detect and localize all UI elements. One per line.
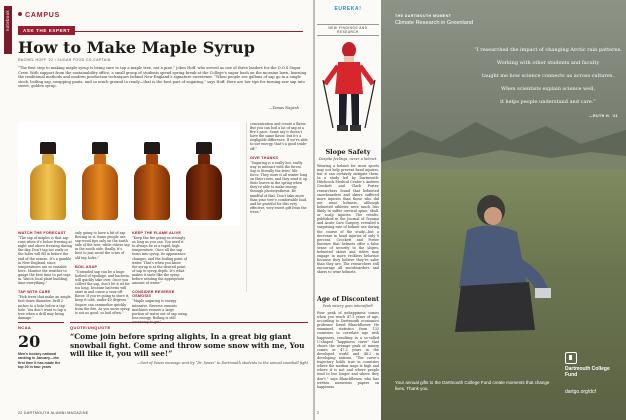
- tip-text: “Keep the fire going as strongly as long as you can. You need it to always be at a rapid, high temperature. Once all the sap turns into syrup, its appearance changes, and the boiling point of water. That’s when you know the syrup is at the desired point of sap to syrup depth. It’s what makes it taste like the syrup before sending the appropriate amount of water.”: [132, 236, 187, 286]
- syrup-bottle: [30, 142, 66, 220]
- tip-heading: GIVE THANKS: [250, 155, 279, 160]
- article-byline: RACHEL HOFF '22 / SUGAR FOOD CO-CAPTAIN: [18, 58, 111, 62]
- tip-heading: KEEP THE FLAME ALIVE: [132, 231, 182, 235]
- ad-tag-kicker: THE DARTMOUTH MOMENT: [395, 14, 452, 18]
- ad-tag: [395, 14, 475, 27]
- dartmouth-shield-icon: [565, 352, 577, 364]
- ad-quote-line: it helps people understand and care.”: [500, 99, 596, 105]
- quote-attribution: —Sort of Seuss message sent by “Dr. Seuss” to Dartmouth students to the annual snowball fight: [136, 360, 308, 365]
- ad-url-link[interactable]: dartgo.org/dcf: [565, 389, 596, 395]
- maple-syrup-bottles-photo: [18, 122, 240, 226]
- ad-quote-credit: —RUTH H. ’21: [589, 114, 618, 118]
- slope-safety-article: [317, 148, 379, 275]
- article-dek: Peak misery goes intensified!: [322, 304, 374, 308]
- stat-number: 20: [18, 332, 41, 351]
- tip-heading: WATCH THE FORECAST: [18, 231, 66, 235]
- tip-text: “The sap of maples is that sap runs when it’s below freezing at night and above freezing during the day. Don’t tap too early or the holes will fill in before the end of the season. It’s a gamble in New England, since temperatures are so variable here. Monitor the weather to gauge the best time to put taps in. Watch local plant budding, time everything.”: [18, 236, 72, 286]
- age-of-discontent-article: [317, 296, 379, 389]
- section-label: CAMPUS: [18, 12, 60, 19]
- tip-text: only going to have a bit of sap flowing in it. Some people use sap-wood tips only on the north side of the tree, while others tap in the south side. Really, it’s best to just avoid the scars of old tap holes.”: [75, 231, 130, 260]
- article-column: [75, 231, 130, 320]
- ad-tag-title: Climate Research in Greenland: [395, 20, 474, 26]
- article-dek: Despite feelings, never a helmet.: [318, 157, 378, 161]
- dartmouth-fund-logo: [565, 352, 623, 378]
- article-body: Wearing a helmet for snow sports may not help prevent head injuries, but it can certainly mitigate them. In a study led by Dartmouth-Hitchcock Medical Center’s Andrew Crockett and Clark Porter, researchers found that helmeted snowboarders and skiers suffered more injuries than those who did not wear helmets, although helmeted athletes were much less likely to suffer cervical spine, skull, or scalp injuries. The results, published in the Journal of Trauma and Acute Care Surgery, revealed a surprising rate of helmet use during the course of the study—but a decrease in head injuries of only 8 percent. Crockett and Porter theorize that helmets offer a false sense of security to the slopes, helmeted skiers and riders may engage in more reckless behavior because they believe they’re safer than they are. The researchers still encourage all snowboarders and skiers to wear helmets.: [317, 164, 379, 275]
- lede-signature: —Tamas Nagesh: [268, 106, 299, 110]
- ad-quote-line: taught me how science connects us across cultures.: [482, 73, 614, 79]
- eureka-label: EUREKA!: [334, 6, 362, 12]
- stat-description: Men’s hockey national ranking in January—the first time it has made the top 20 in four years: [18, 352, 61, 370]
- article-column: [132, 231, 187, 329]
- stat-label: NCAA: [18, 322, 64, 330]
- section-tab: [4, 6, 12, 54]
- stat-box: [18, 322, 64, 370]
- tip-text: “Untended sap can be a huge hotbed of spoilage, and bacteria will quickly take over. Once you collect the sap, don’t let it sit for too long, because bacteria will start in and cause a sour off-flavor. If you’re going to store it, keep it cold, under 40 degrees.” Sugars can caramelize quickly from the fire. As you move syrup is not as good, so boil often.”: [75, 269, 130, 315]
- ad-mountains: [381, 100, 626, 180]
- tip-heading: TAP WITH CARE: [18, 290, 51, 295]
- tip-text: concentration and create a flavor. But you can boil a lot of sap at a fire’s pace. Some say it doesn’t have the same flavor, but it’s a negligible difference. If we’re able to use energy, that’s a good trade-off.”: [250, 122, 308, 151]
- quote-label: QUOTE/UNQUOTE: [70, 322, 308, 330]
- article-title: Slope Safety: [325, 148, 371, 156]
- syrup-bottle: [186, 142, 222, 220]
- tip-text: “Maple sugaring is energy intensive. Reverse osmosis machines remove a large portion of water out of sap using less energy. Boiling is still necessary to get”: [132, 299, 187, 324]
- tip-heading: BOIL ASAP: [75, 264, 98, 269]
- ad-quote-line: When scientists explain science well,: [500, 86, 596, 92]
- tip-text: “Sugaring is a really hot, really way to interact with the forest. Sap is literally the trees’ life force. They store it all winter long on their roots, and they send it up their leaves in the spring when they’re able to make energy through photosynthesis. Be mindful of that. Don’t take more than your tree’s comfortable load, and be grateful for this very effective, very sweet gift from the trees.”: [250, 160, 308, 214]
- quote-text: “Come join before spring alights, In a great big giant snowball fight. Come and throw some snow with me, You will like it, you will see!”: [70, 332, 305, 359]
- quote-box: [70, 322, 308, 365]
- ad-quote: [473, 44, 623, 109]
- ad-footer-text: Your annual gifts to the Dartmouth College Fund create moments that change lives. Thank you.: [395, 380, 550, 392]
- dartmouth-fund-ad: [381, 0, 626, 420]
- eureka-subtitle: NEW FINDINGS AND RESEARCH: [317, 24, 379, 36]
- kicker-badge: ASK THE EXPERT: [18, 26, 75, 35]
- ad-quote-line: “I researched the impact of changing Arctic rain patterns.: [474, 47, 622, 53]
- syrup-bottle: [134, 142, 170, 220]
- article-body: Four peak of unhappiness comes when you reach 47.2 years of age, according to Dartmouth economics professor David Blanchflower. He examined statistics from 132 countries to correlate age with happiness, resulting in a so-called U-shaped “happiness curve” that shows the average peak of misery comes at 47.2 years in the developed world and 48.2 in developing nations. “The curve’s trajectory holds true in countries where the median wage is high and where it is not and where people tend to live longer and where they don’t,” says Blanchflower, who has written numerous papers on happiness.: [317, 311, 379, 389]
- tip-heading: CONSIDER REVERSE OSMOSIS: [132, 290, 175, 299]
- article-lede: “The first step to making maple syrup is being sure to tap a maple tree, not a pine,” jokes Hoff, who served as one of three leaders for the D.O.S Sugar Crew. With support from the sustainability office, a small group of students spend spring break at the College’s sugar bush on the moraine lawn, learning the traditional methods and modern production techniques behind New England’s signature sweetener. “When people see gallons of sap go in a single stock, boiling sap, swapping pants, and so much ground to ready—that is the best part of sugaring,” says Hoff. Here are her tips for turning raw sap into sweet, golden syrup.: [18, 66, 307, 89]
- page-folio: 22 DARTMOUTH ALUMNI MAGAZINE: [18, 411, 89, 415]
- column-rule: [246, 122, 247, 292]
- logo-name: Dartmouth College Fund: [565, 366, 610, 378]
- syrup-bottle: [82, 142, 118, 220]
- eureka-header: [317, 6, 379, 36]
- right-page: [315, 0, 626, 420]
- section-tab-label: notebook: [5, 10, 10, 32]
- article-title: Age of Discontent: [317, 296, 379, 303]
- researcher-photo: [439, 190, 559, 340]
- page-folio: 2: [317, 411, 319, 415]
- tip-text: “Pick trees that make an ample, foot-down diameter. Drill 2 inches to a hole below a tap hole. You don’t want to tap a tree when a drill may bring damage.”: [18, 295, 72, 320]
- article-column: [18, 231, 73, 325]
- ad-quote-line: Working with other students and faculty: [496, 60, 600, 66]
- skier-photo: [319, 36, 379, 132]
- article-column: [250, 122, 308, 219]
- article-headline: How to Make Maple Syrup: [18, 38, 255, 57]
